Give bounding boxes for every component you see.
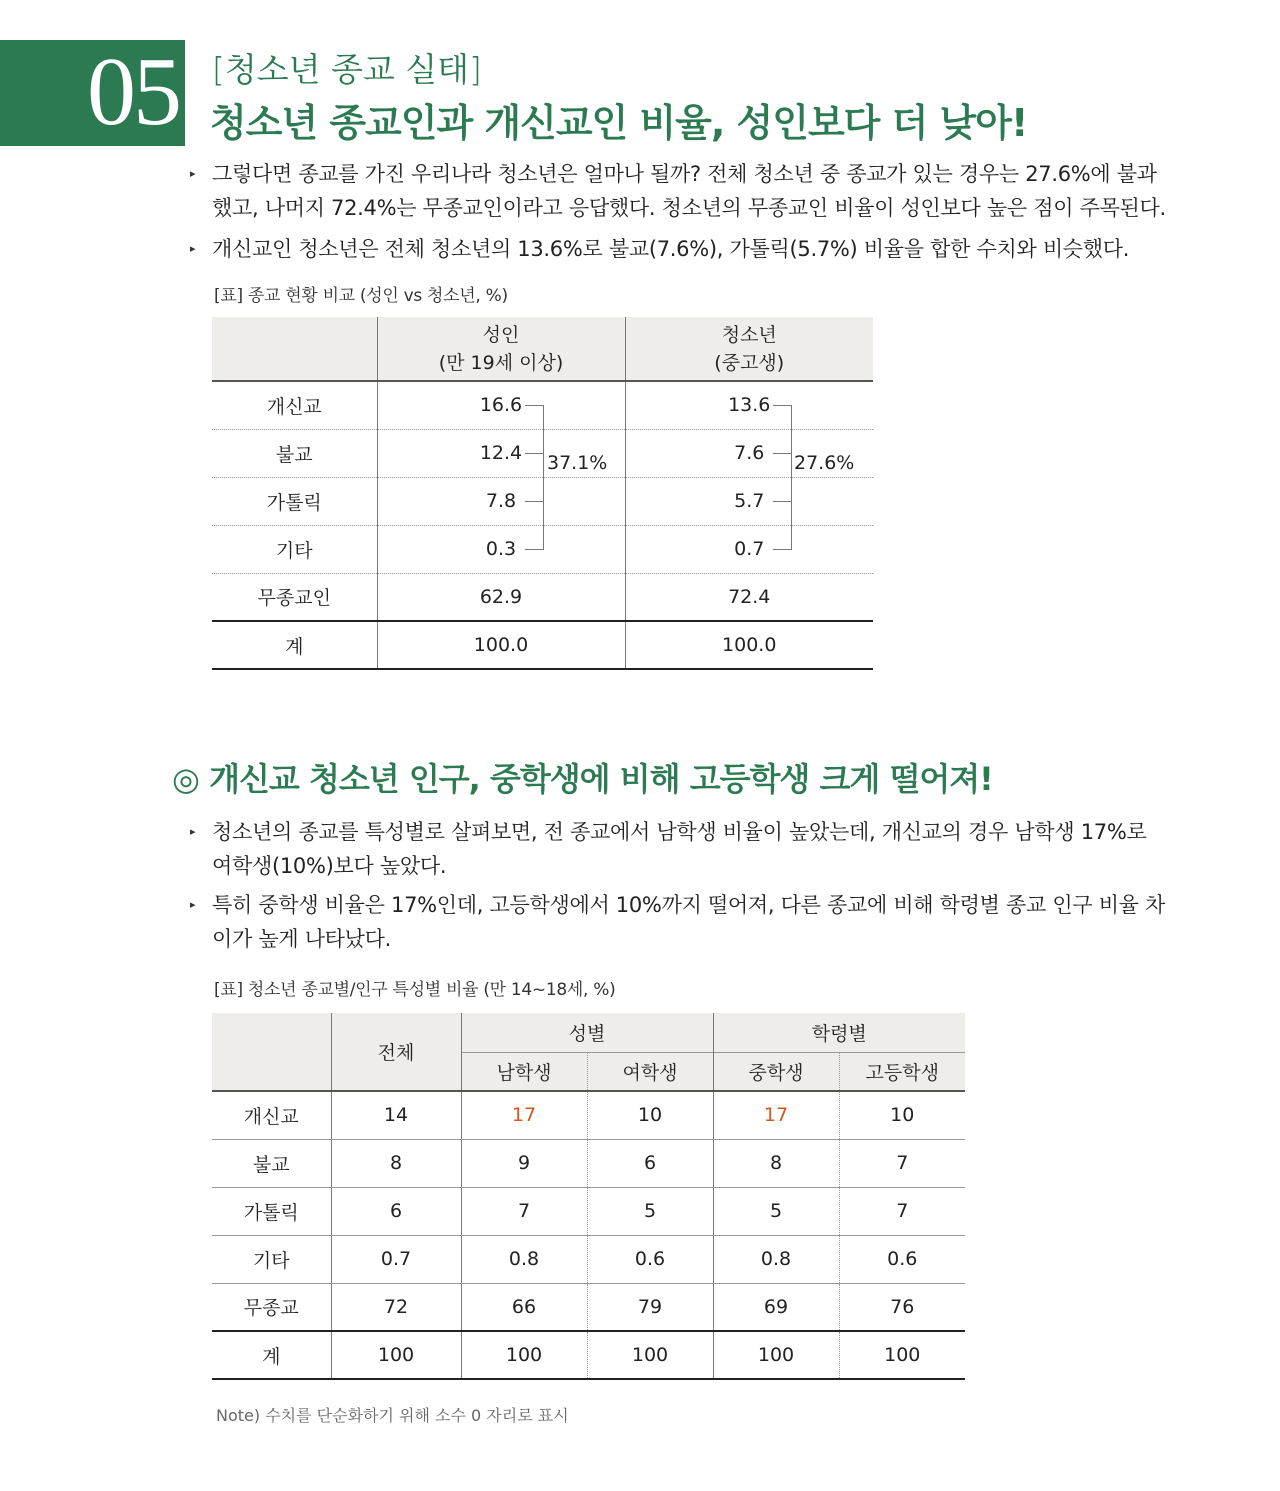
middle-school-value: 100 <box>713 1331 839 1379</box>
female-value: 79 <box>587 1283 713 1331</box>
youth-sum-bracket <box>773 405 792 550</box>
male-value: 0.8 <box>461 1235 587 1283</box>
total-value: 6 <box>331 1187 461 1235</box>
high-school-value: 76 <box>839 1283 965 1331</box>
bullet-text: 그렇다면 종교를 가진 우리나라 청소년은 얼마나 될까? 전체 청소년 중 종교가 있는 경우는 27.6%에 불과했고, 나머지 72.4%는 무종교인이라고 응답했다. 청소년의 무종교인 비율이 성인보다 높은 점이 주목된다. <box>212 162 1166 220</box>
table-row <box>212 1091 965 1139</box>
table-caption: [표] 종교 현황 비교 (성인 vs 청소년, %) <box>214 286 508 306</box>
middle-school-value: 5 <box>713 1187 839 1235</box>
table-row <box>212 1187 965 1235</box>
male-value: 100 <box>461 1331 587 1379</box>
youth-value: 100.0 <box>625 621 873 669</box>
row-label: 가톨릭 <box>212 477 377 525</box>
header-adult <box>377 317 625 381</box>
header-total: 전체 <box>331 1013 461 1091</box>
row-label: 기타 <box>212 525 377 573</box>
high-school-value: 7 <box>839 1187 965 1235</box>
total-value: 72 <box>331 1283 461 1331</box>
bullet-text: 청소년의 종교를 특성별로 살펴보면, 전 종교에서 남학생 비율이 높았는데, 개신교의 경우 남학생 17%로 여학생(10%)보다 높았다. <box>212 820 1147 878</box>
total-value: 8 <box>331 1139 461 1187</box>
bullet-paragraph <box>190 157 1172 225</box>
header-adult-line1: 성인 <box>482 323 520 346</box>
bullet-marker-icon: ▸ <box>190 898 196 911</box>
high-school-value: 0.6 <box>839 1235 965 1283</box>
header-school-group: 학령별 <box>713 1013 965 1052</box>
adult-value: 0.3 <box>377 525 625 573</box>
section-heading: ◎ 개신교 청소년 인구, 중학생에 비해 고등학생 크게 떨어져! <box>172 760 993 798</box>
middle-school-value: 17 <box>713 1091 839 1139</box>
row-label: 무종교인 <box>257 587 331 610</box>
table-group-header-row <box>212 1013 965 1052</box>
header-adult-line2: (만 19세 이상) <box>438 351 564 374</box>
header-youth-line2: (중고생) <box>714 351 785 374</box>
row-label: 불교 <box>212 429 377 477</box>
youth-religion-demographics-table <box>212 1013 965 1380</box>
female-value: 10 <box>587 1091 713 1139</box>
row-label: 개신교 <box>212 381 377 429</box>
high-school-value: 7 <box>839 1139 965 1187</box>
youth-value: 7.6 <box>625 429 873 477</box>
row-label: 계 <box>212 621 377 669</box>
bullet-text: 개신교인 청소년은 전체 청소년의 13.6%로 불교(7.6%), 가톨릭(5.7%) 비율을 합한 수치와 비슷했다. <box>212 237 1130 261</box>
youth-value: 72.4 <box>625 573 873 621</box>
female-value: 0.6 <box>587 1235 713 1283</box>
bracket-tick <box>773 453 792 454</box>
middle-school-value: 0.8 <box>713 1235 839 1283</box>
female-value: 5 <box>587 1187 713 1235</box>
bracket-tick <box>525 453 544 454</box>
table-note: Note) 수치를 단순화하기 위해 소수 0 자리로 표시 <box>216 1406 569 1425</box>
bracket-tick <box>525 501 544 502</box>
female-value: 100 <box>587 1331 713 1379</box>
bracket-tick <box>773 501 792 502</box>
header-empty-cell <box>212 1013 331 1091</box>
middle-school-value: 8 <box>713 1139 839 1187</box>
row-label: 불교 <box>212 1139 331 1187</box>
header-youth <box>625 317 873 381</box>
section-subtitle: [청소년 종교 실태] <box>212 50 482 89</box>
bullet-marker-icon: ▸ <box>190 242 196 255</box>
table-row <box>212 573 873 621</box>
table-row <box>212 1283 965 1331</box>
adult-religious-total: 37.1% <box>547 452 608 474</box>
header-gender-group: 성별 <box>461 1013 713 1052</box>
male-value: 17 <box>461 1091 587 1139</box>
header-empty-cell <box>212 317 377 381</box>
table-caption: [표] 청소년 종교별/인구 특성별 비율 (만 14~18세, %) <box>214 980 616 1000</box>
section-number: 05 <box>87 38 179 146</box>
youth-religious-total: 27.6% <box>794 452 855 474</box>
high-school-value: 10 <box>839 1091 965 1139</box>
bullet-text: 특히 중학생 비율은 17%인데, 고등학생에서 10%까지 떨어져, 다른 종교에 비해 학령별 종교 인구 비율 차이가 높게 나타났다. <box>212 893 1166 951</box>
header-middle-school: 중학생 <box>713 1052 839 1091</box>
adult-value: 62.9 <box>377 573 625 621</box>
total-value: 0.7 <box>331 1235 461 1283</box>
adult-value: 7.8 <box>377 477 625 525</box>
table-total-row <box>212 1331 965 1379</box>
row-label: 계 <box>212 1331 331 1379</box>
section-number-badge <box>0 40 185 146</box>
header-male: 남학생 <box>461 1052 587 1091</box>
total-value: 100 <box>331 1331 461 1379</box>
youth-value: 13.6 <box>625 381 873 429</box>
total-value: 14 <box>331 1091 461 1139</box>
row-label: 무종교 <box>212 1283 331 1331</box>
youth-value: 5.7 <box>625 477 873 525</box>
bullet-marker-icon: ▸ <box>190 825 196 838</box>
header-youth-line1: 청소년 <box>721 323 777 346</box>
header-female: 여학생 <box>587 1052 713 1091</box>
table-header-row <box>212 317 873 381</box>
row-label: 가톨릭 <box>212 1187 331 1235</box>
page-title: 청소년 종교인과 개신교인 비율, 성인보다 더 낮아! <box>210 101 1028 145</box>
male-value: 9 <box>461 1139 587 1187</box>
table-total-row <box>212 621 873 669</box>
row-label: 기타 <box>212 1235 331 1283</box>
male-value: 7 <box>461 1187 587 1235</box>
row-label: 개신교 <box>212 1091 331 1139</box>
header-high-school: 고등학생 <box>839 1052 965 1091</box>
high-school-value: 100 <box>839 1331 965 1379</box>
bullet-paragraph <box>190 815 1172 883</box>
table-row <box>212 1139 965 1187</box>
table-row <box>212 1235 965 1283</box>
youth-value: 0.7 <box>625 525 873 573</box>
bullet-paragraph <box>190 232 1172 266</box>
bullet-marker-icon: ▸ <box>190 167 196 180</box>
adult-sum-bracket <box>525 405 544 550</box>
bullet-paragraph <box>190 888 1172 956</box>
adult-value: 100.0 <box>377 621 625 669</box>
female-value: 6 <box>587 1139 713 1187</box>
male-value: 66 <box>461 1283 587 1331</box>
middle-school-value: 69 <box>713 1283 839 1331</box>
adult-value: 12.4 <box>377 429 625 477</box>
adult-value: 16.6 <box>377 381 625 429</box>
